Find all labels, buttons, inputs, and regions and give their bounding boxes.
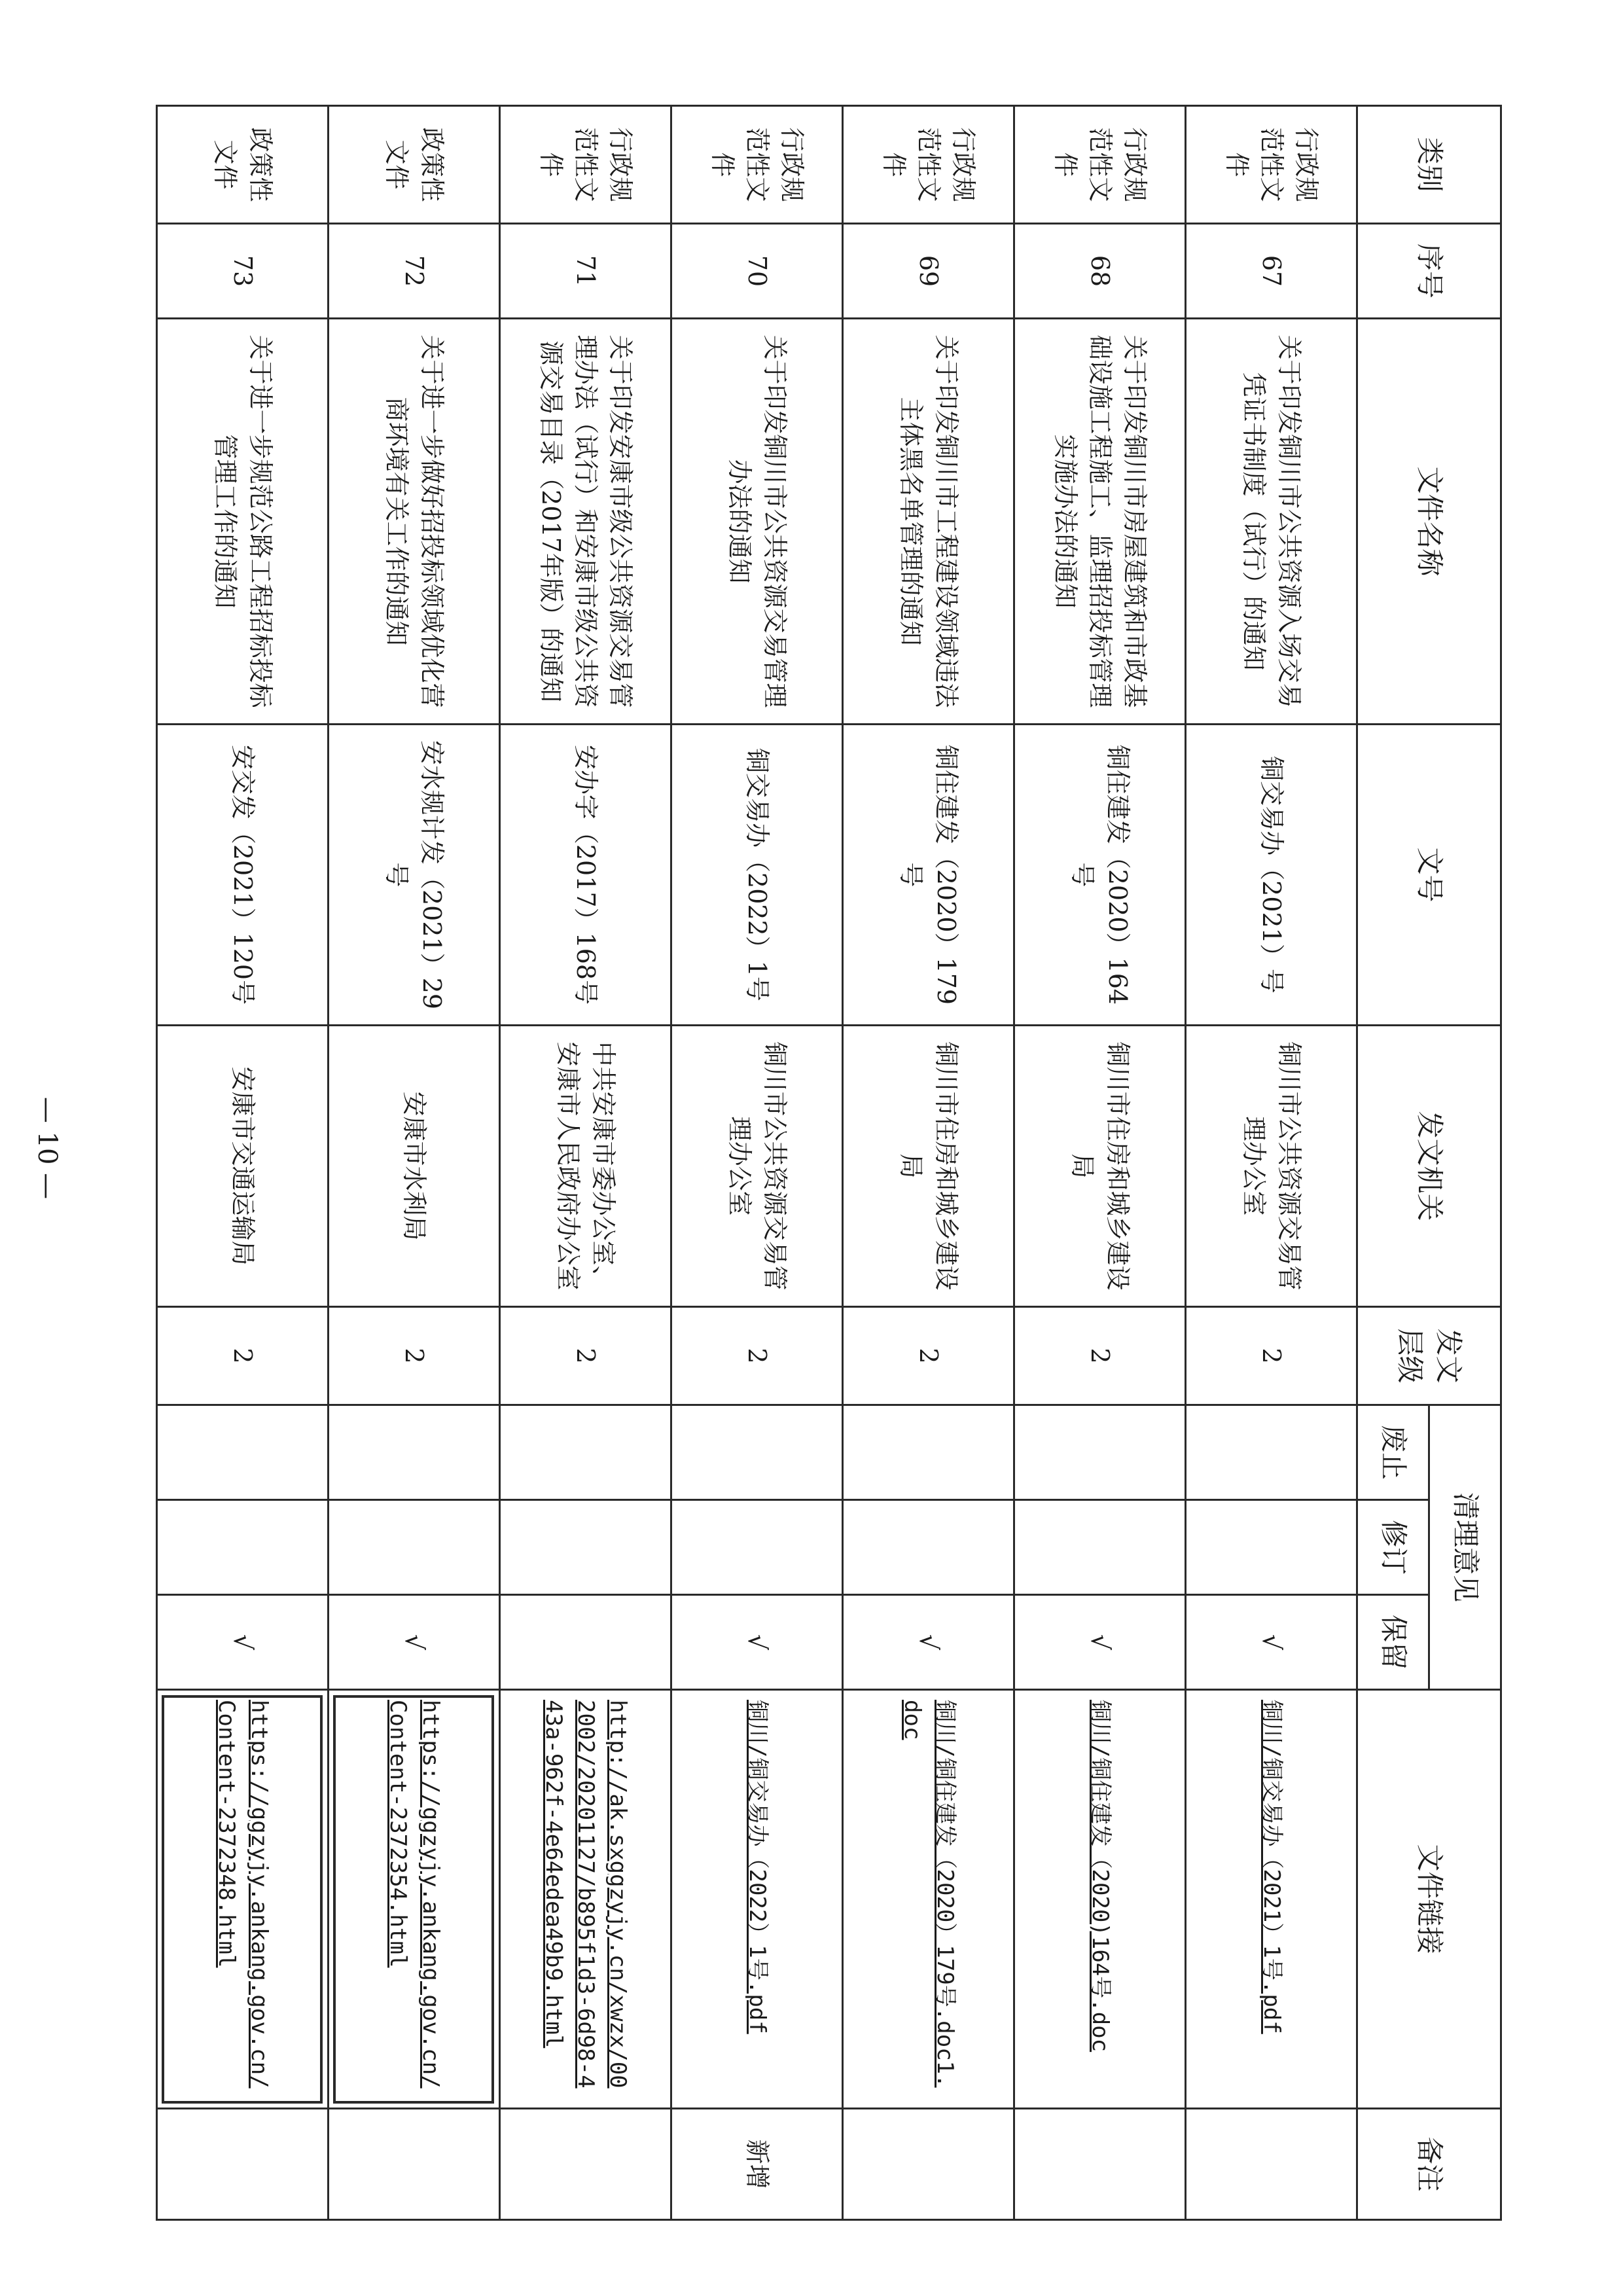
cell-level: 2 [1014, 1307, 1186, 1405]
cell-doc-no: 铜交易办（2022）1号 [671, 725, 843, 1026]
cell-category: 政策性文件 [157, 106, 329, 224]
cell-link [500, 1690, 671, 2109]
cell-no: 70 [671, 224, 843, 319]
cell-no: 72 [329, 224, 500, 319]
cell-category: 政策性文件 [329, 106, 500, 224]
file-link[interactable]: 铜川/铜交易办（2021）1号.pdf [1258, 1700, 1285, 2034]
cell-doc-no: 安水规计发（2021）29号 [329, 725, 500, 1026]
cell-issuer: 中共安康市委办公室、安康市人民政府办公室 [500, 1026, 671, 1307]
cell-level: 2 [671, 1307, 843, 1405]
table-row [671, 106, 843, 2220]
cell-remark [1014, 2109, 1186, 2220]
cell-remark [329, 2109, 500, 2220]
cell-abolish [329, 1405, 500, 1500]
cell-issuer: 铜川市公共资源交易管理办公室 [671, 1026, 843, 1307]
cell-link [157, 1690, 329, 2109]
document-table [156, 105, 1502, 2221]
cell-category: 行政规范性文件 [671, 106, 843, 224]
file-link[interactable]: https://ggzyjy.ankang.gov.cn/Content-2372354.html [385, 1700, 444, 2089]
cell-category: 行政规范性文件 [843, 106, 1014, 224]
cell-link [329, 1690, 500, 2109]
cell-no: 68 [1014, 224, 1186, 319]
cell-level: 2 [157, 1307, 329, 1405]
header-abolish: 废止 [1357, 1405, 1429, 1500]
cell-remark [843, 2109, 1014, 2220]
cell-issuer: 铜川市住房和城乡建设局 [1014, 1026, 1186, 1307]
cell-retain: √ [1014, 1595, 1186, 1690]
cell-no: 67 [1186, 224, 1357, 319]
table-row [843, 106, 1014, 2220]
cell-no: 73 [157, 224, 329, 319]
cell-abolish [671, 1405, 843, 1500]
cell-revise [671, 1500, 843, 1595]
cell-abolish [1186, 1405, 1357, 1500]
cell-link [671, 1690, 843, 2109]
cell-no: 71 [500, 224, 671, 319]
cell-doc-no: 铜住建发（2020）164号 [1014, 725, 1186, 1026]
cell-link [843, 1690, 1014, 2109]
cell-doc-no: 安办字（2017）168号 [500, 725, 671, 1026]
cell-name: 关于进一步做好招投标领域优化营商环境有关工作的通知 [329, 319, 500, 725]
cell-issuer: 安康市水利局 [329, 1026, 500, 1307]
cell-remark [157, 2109, 329, 2220]
cell-name: 关于印发铜川市工程建设领域违法主体黑名单管理的通知 [843, 319, 1014, 725]
cell-abolish [500, 1405, 671, 1500]
cell-no: 69 [843, 224, 1014, 319]
cell-category: 行政规范性文件 [500, 106, 671, 224]
cell-revise [1186, 1500, 1357, 1595]
cell-name: 关于印发铜川市公共资源入场交易凭证书制度（试行）的通知 [1186, 319, 1357, 725]
table-row [1186, 106, 1357, 2220]
cell-name: 关于印发铜川市房屋建筑和市政基础设施工程施工、监理招投标管理实施办法的通知 [1014, 319, 1186, 725]
header-retain: 保留 [1357, 1595, 1429, 1690]
cell-name: 关于进一步规范公路工程招标投标管理工作的通知 [157, 319, 329, 725]
cell-retain: √ [843, 1595, 1014, 1690]
cell-revise [1014, 1500, 1186, 1595]
header-link: 文件链接 [1357, 1690, 1501, 2109]
cell-link [1186, 1690, 1357, 2109]
file-link[interactable]: 铜川/铜住建发（2020）179号.doc1.doc [899, 1700, 958, 2088]
cell-remark [500, 2109, 671, 2220]
cell-name: 关于印发铜川市公共资源交易管理办法的通知 [671, 319, 843, 725]
cell-revise [500, 1500, 671, 1595]
cell-doc-no: 安交发（2021）120号 [157, 725, 329, 1026]
file-link[interactable]: http://ak.sxggzyjy.cn/xwzx/002002/20201127/b895f1d3-6d98-443a-962f-4e64edea49b9.html [540, 1700, 632, 2089]
cell-abolish [843, 1405, 1014, 1500]
file-link[interactable]: 铜川/铜住建发（2020)164号.doc [1087, 1700, 1114, 2053]
page-number: — 10 — [32, 1096, 62, 1200]
cell-retain: √ [671, 1595, 843, 1690]
table-row [1014, 106, 1186, 2220]
cell-revise [329, 1500, 500, 1595]
header-doc-no: 文号 [1357, 725, 1501, 1026]
cell-remark [1186, 2109, 1357, 2220]
cell-level: 2 [329, 1307, 500, 1405]
cell-category: 行政规范性文件 [1186, 106, 1357, 224]
cell-abolish [157, 1405, 329, 1500]
cell-abolish [1014, 1405, 1186, 1500]
cell-remark: 新增 [671, 2109, 843, 2220]
header-no: 序号 [1357, 224, 1501, 319]
file-link[interactable]: 铜川/铜交易办（2022）1号.pdf [744, 1700, 771, 2034]
cell-retain [500, 1595, 671, 1690]
cell-doc-no: 铜交易办（2021）号 [1186, 725, 1357, 1026]
cell-level: 2 [843, 1307, 1014, 1405]
cell-level: 2 [1186, 1307, 1357, 1405]
cell-category: 行政规范性文件 [1014, 106, 1186, 224]
cell-retain: √ [157, 1595, 329, 1690]
cell-retain: √ [1186, 1595, 1357, 1690]
cell-level: 2 [500, 1307, 671, 1405]
header-cleanup: 清理意见 [1429, 1405, 1501, 1690]
cell-name: 关于印发安康市级公共资源交易管理办法（试行）和安康市级公共资源交易目录（2017年版）的通知 [500, 319, 671, 725]
header-category: 类别 [1357, 106, 1501, 224]
header-revise: 修订 [1357, 1500, 1429, 1595]
cell-issuer: 安康市交通运输局 [157, 1026, 329, 1307]
header-issuer: 发文机关 [1357, 1026, 1501, 1307]
header-name: 文件名称 [1357, 319, 1501, 725]
cell-link [1014, 1690, 1186, 2109]
cell-issuer: 铜川市住房和城乡建设局 [843, 1026, 1014, 1307]
cell-retain: √ [329, 1595, 500, 1690]
table-row [157, 106, 329, 2220]
header-level: 发文层级 [1357, 1307, 1501, 1405]
cell-revise [843, 1500, 1014, 1595]
cell-doc-no: 铜住建发（2020）179号 [843, 725, 1014, 1026]
table-row [500, 106, 671, 2220]
table-row [329, 106, 500, 2220]
file-link[interactable]: https://ggzyjy.ankang.gov.cn/Content-2372348.html [213, 1700, 272, 2089]
cell-revise [157, 1500, 329, 1595]
header-remark: 备注 [1357, 2109, 1501, 2220]
cell-issuer: 铜川市公共资源交易管理办公室 [1186, 1026, 1357, 1307]
